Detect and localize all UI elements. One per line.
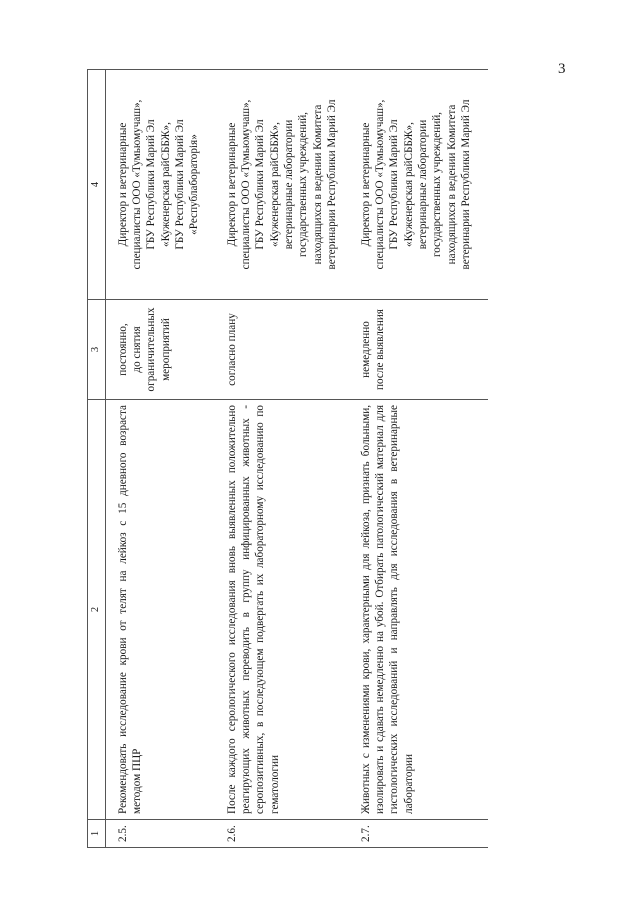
row-number: 2.5.	[105, 820, 215, 848]
table-row	[349, 70, 488, 848]
row-number: 2.7.	[349, 820, 488, 848]
measure-text: После каждого серологического исследования вновь выявленных положительно реагирующих животных переводить в группу инфицированных животных - серопозитивных, в последующем подвергать их лабораторному исследованию по гематологии	[215, 400, 349, 820]
table-header-row	[88, 70, 106, 848]
responsible-text: Директор и ветеринарные специалисты ООО «Тумьюмучаш», ГБУ Республики Марий Эл «Куженерская райСББЖ», ветеринарные лаборатории государственных учреждений, находящихся в ведении Комитета ветеринарии Республики Марий Эл	[215, 70, 349, 300]
page-number: 3	[558, 61, 566, 77]
header-col-2: 2	[88, 400, 106, 820]
term-text: постоянно, до снятия ограничительных мероприятий	[105, 300, 215, 400]
row-number: 2.6.	[215, 820, 349, 848]
responsible-text: Директор и ветеринарные специалисты ООО «Тумьюмучаш», ГБУ Республики Марий Эл «Куженерская райСББЖ», ГБУ Республики Марий Эл «Республабораторія»	[105, 70, 215, 300]
measures-table	[87, 69, 488, 848]
measure-text: Рекомендовать исследование крови от телят на лейкоз с 15 дневного возраста методом ПЦР	[105, 400, 215, 820]
table-row	[215, 70, 349, 848]
header-col-4: 4	[88, 70, 106, 300]
responsible-text: Директор и ветеринарные специалисты ООО «Тумьюмучаш», ГБУ Республики Марий Эл «Куженерская райСББЖ», ветеринарные лаборатории государственных учреждений, находящихся в ведении Комитета ветеринарии Республики Марий Эл	[349, 70, 488, 300]
measure-text: Животных с изменениями крови, характерными для лейкоза, признать больными, изолировать и сдавать немедленно на убой. Отбирать патологический материал для гистологических исследований и направлять для исследования в ветеринарные лаборатории	[349, 400, 488, 820]
term-text: согласно плану	[215, 300, 349, 400]
document-table-rotated	[87, 70, 490, 848]
header-col-3: 3	[88, 300, 106, 400]
term-text: немедленно после выявления	[349, 300, 488, 400]
header-col-1: 1	[88, 820, 106, 848]
table-row	[105, 70, 215, 848]
